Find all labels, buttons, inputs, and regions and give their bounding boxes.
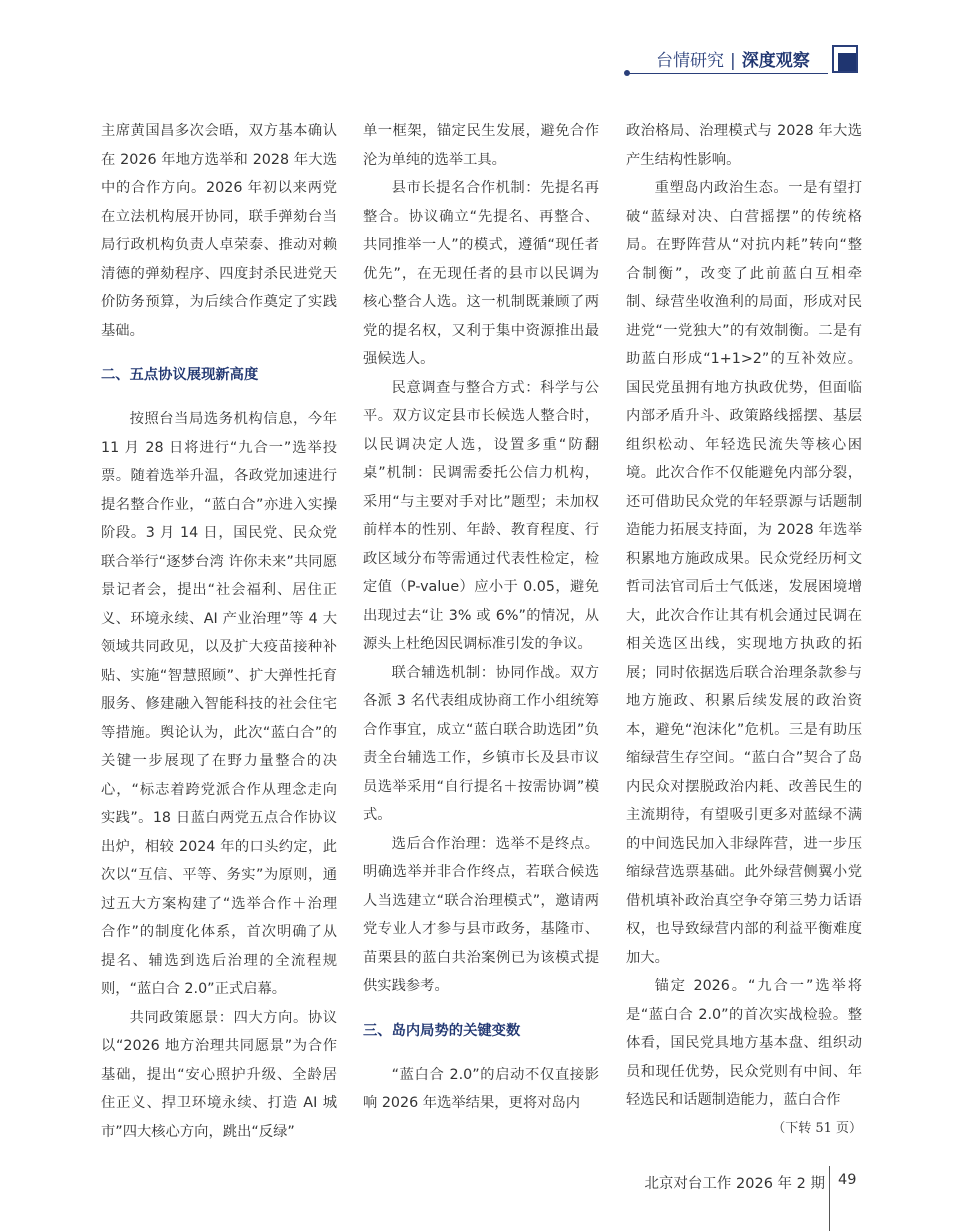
paragraph: 锚定 2026。“九合一”选举将是“蓝白合 2.0”的首次实战检验。整体看，国民党具地方基本盘、组织动员和现任优势，民众党则有中间、年轻选民和话题制造能力，蓝白合作 — [626, 978, 862, 1108]
header-square-ornament — [838, 53, 856, 71]
page-footer — [0, 1166, 960, 1231]
header-section: 台情研究 — [656, 51, 724, 71]
paragraph: 单一框架，锚定民生发展，避免合作沦为单纯的选举工具。 — [363, 123, 599, 168]
header-title-group — [656, 46, 810, 71]
paragraph: 共同政策愿景：四大方向。协议以“2026 地方治理共同愿景”为合作基础，提出“安心照护升级、全龄居住正义、捍卫环境永续、打造 AI 城市”四大核心方向，跳出“反绿” — [101, 1009, 337, 1140]
column-1 — [101, 117, 337, 1146]
paragraph: 重塑岛内政治生态。一是有望打破“蓝绿对决、白营摇摆”的传统格局。在野阵营从“对抗内耗”转向“整合制衡”，改变了此前蓝白互相牵制、绿营坐收渔利的局面，形成对民进党“一党独大”的有效制衡。二是有助蓝白形成“1+1>2”的互补效应。国民党虽拥有地方执政优势，但面临内部矛盾升斗、政策路线摇摆、基层组织松动、年轻选民流失等核心困境。此次合作不仅能避免内部分裂，还可借助民众党的年轻票源与话题制造能力拓展支持面，为 2028 年选举积累地方施政成果。民众党经历柯文哲司法官司后士气低迷，发展困境增大，此次合作让其有机会通过民调在相关选区出线，实现地方执政的拓展；同时依据选后联合治理条款参与地方施政、积累后续发展的政治资本，避免“泡沫化”危机。三是有助压缩绿营生存空间。“蓝白合”契合了岛内民众对摆脱政治内耗、改善民生的主流期待，有望吸引更多对蓝绿不满的中间选民加入非绿阵营，进一步压缩绿营选票基础。此外绿营侧翼小党借机填补政治真空争夺第三势力话语权，也导致绿营内部的利益平衡难度加大。 — [626, 180, 862, 966]
column-2 — [363, 117, 599, 1118]
publication-name: 北京对台工作 2026 年 2 期 — [644, 1176, 825, 1192]
header-separator: | — [730, 51, 736, 71]
paragraph: 联合辅选机制：协同作战。双方各派 3 名代表组成协商工作小组统筹合作事宜，成立“蓝白联合助选团”负责全台辅选工作，乡镇市长及县市议员选举采用“自行提名＋按需协调”模式。 — [363, 664, 599, 823]
running-header — [620, 40, 870, 85]
footer-divider — [829, 1166, 830, 1231]
paragraph: 选后合作治理：选举不是终点。明确选举并非合作终点，若联合候选人当选建立“联合治理模式”，邀请两党专业人才参与县市政务，基隆市、苗栗县的蓝白共治案例已为该模式提供实践参考。 — [363, 835, 599, 994]
header-rule — [628, 73, 828, 74]
section-heading: 三、岛内局势的关键变数 — [363, 1022, 521, 1039]
continued-on-note: （下转 51 页） — [772, 1120, 862, 1136]
paragraph: 按照台当局选务机构信息，今年 11 月 28 日将进行“九合一”选举投票。随着选举升温，各政党加速进行提名整合作业，“蓝白合”亦进入实操阶段。3 月 14 日，国民党、民众党联合举行“逐梦台湾 许你未来”共同愿景记者会，提出“社会福利、居住正义、环境永续、AI 产业治理”等 4 大领域共同政见，以及扩大疫苗接种补贴、实施“智慧照顾”、扩大弹性托育服务、修建融入智能科技的社会住宅等措施。舆论认为，此次“蓝白合”的关键一步展现了在野力量整合的决心，“标志着跨党派合作从理念走向实践”。18 日蓝白两党五点合作协议出炉，相较 2024 年的口头约定，此次以“互信、平等、务实”为原则，通过五大方案构建了“选举合作＋治理合作”的制度化体系，首次明确了从提名、辅选到选后治理的全流程规则，“蓝白合 2.0”正式启幕。 — [101, 411, 337, 997]
paragraph: 主席黄国昌多次会晤，双方基本确认在 2026 年地方选举和 2028 年大选中的合作方向。2026 年初以来两党在立法机构展开协同，联手弹劾台当局行政机构负责人卓荣泰、推动对赖清德的弹劾程序、四度封杀民进党天价防务预算，为后续合作奠定了实践基础。 — [101, 123, 337, 339]
paragraph: 民意调查与整合方式：科学与公平。双方议定县市长候选人整合时，以民调决定人选，设置多重“防翻桌”机制：民调需委托公信力机构，采用“与主要对手对比”题型；未加权前样本的性别、年龄、教育程度、行政区域分布等需通过代表性检定，检定值（P-value）应小于 0.05，避免出现过去“让 3% 或 6%”的情况，从源头上杜绝因民调标准引发的争议。 — [363, 379, 599, 652]
header-title: 深度观察 — [741, 51, 810, 71]
section-heading: 二、五点协议展现新高度 — [101, 367, 259, 383]
paragraph: 政治格局、治理模式与 2028 年大选产生结构性影响。 — [626, 123, 862, 168]
page-number: 49 — [838, 1172, 857, 1188]
paragraph: 县市长提名合作机制：先提名再整合。协议确立“先提名、再整合、共同推举一人”的模式，遵循“现任者优先”，在无现任者的县市以民调为核心整合人选。这一机制既兼顾了两党的提名权，又利于集中资源推出最强候选人。 — [363, 180, 599, 367]
column-3 — [626, 117, 862, 1143]
paragraph: “蓝白合 2.0”的启动不仅直接影响 2026 年选举结果，更将对岛内 — [363, 1066, 599, 1111]
